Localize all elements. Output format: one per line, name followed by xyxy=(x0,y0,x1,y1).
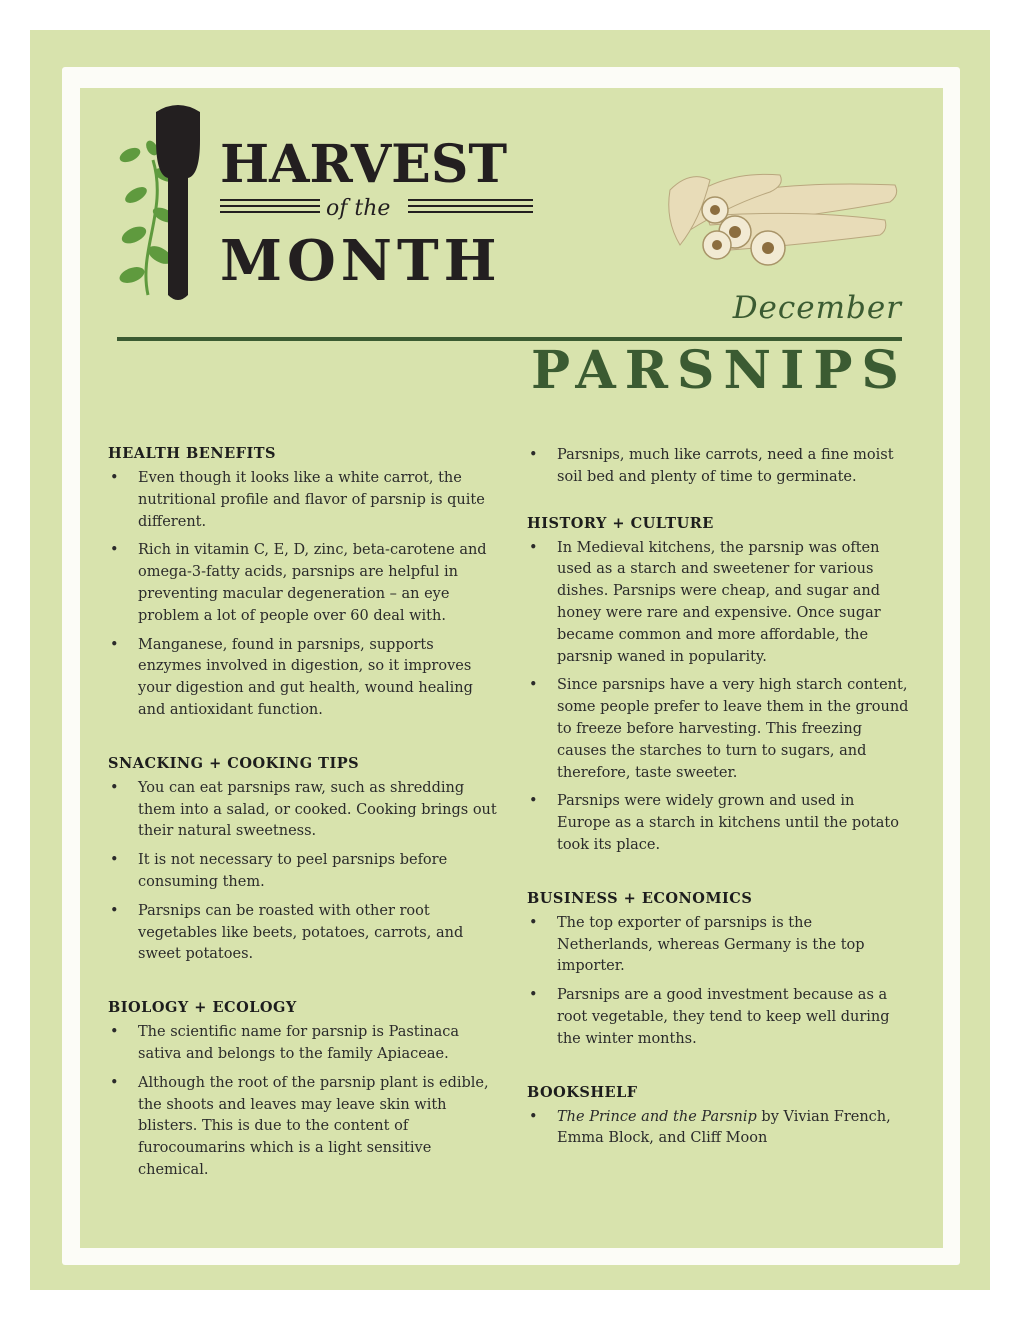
logo-word-month: MONTH xyxy=(220,228,502,294)
list-item: • Parsnips can be roasted with other root vegetables like beets, potatoes, carrots, and sweet potatoes. xyxy=(108,901,500,966)
section-bookshelf xyxy=(527,1084,912,1151)
list-item: • Since parsnips have a very high starch content, some people prefer to leave them in the ground to freeze before harvesting. This freezing causes the starches to turn to sugars, and therefore, taste sweeter. xyxy=(527,675,912,784)
logo-word-of-the: of the xyxy=(326,196,391,221)
section-heading: HISTORY + CULTURE xyxy=(527,514,714,532)
shovel-icon xyxy=(156,105,200,300)
right-column xyxy=(527,445,912,1183)
book-authors: by Vivian French, Emma Block, and Cliff Moon xyxy=(557,1108,891,1147)
list-item: • Although the root of the parsnip plant is edible, the shoots and leaves may leave skin with blisters. This is due to the content of furocoumarins which is a light sensitive chemical. xyxy=(108,1073,500,1182)
section-snacking-cooking xyxy=(108,755,500,966)
left-column xyxy=(108,445,500,1215)
section-business-economics xyxy=(527,890,912,1051)
list-item: • Rich in vitamin C, E, D, zinc, beta-carotene and omega-3-fatty acids, parsnips are helpful in preventing macular degeneration – an eye problem a lot of people over 60 deal with. xyxy=(108,540,500,627)
section-biology-ecology xyxy=(108,999,500,1182)
section-heading: HEALTH BENEFITS xyxy=(108,445,277,462)
list-item: • The top exporter of parsnips is the Netherlands, whereas Germany is the top importer. xyxy=(527,913,912,978)
section-heading: BIOLOGY + ECOLOGY xyxy=(108,999,297,1017)
list-item: • Parsnips are a good investment because as a root vegetable, they tend to keep well during the winter months. xyxy=(527,985,912,1050)
book-title: The Prince and the Parsnip xyxy=(557,1108,757,1125)
list-item: • The scientific name for parsnip is Pastinaca sativa and belongs to the family Apiaceae. xyxy=(108,1022,500,1066)
list-item: • You can eat parsnips raw, such as shredding them into a salad, or cooked. Cooking brings out their natural sweetness. xyxy=(108,778,500,843)
section-history-culture xyxy=(527,515,912,857)
section-heading: SNACKING + COOKING TIPS xyxy=(108,754,360,772)
parsnips-photo xyxy=(660,160,905,275)
list-item: • Parsnips, much like carrots, need a fine moist soil bed and plenty of time to germinate. xyxy=(527,445,912,489)
list-item: • Manganese, found in parsnips, supports enzymes involved in digestion, so it improves your digestion and gut health, wound healing and antioxidant function. xyxy=(108,635,500,722)
list-item: • Even though it looks like a white carrot, the nutritional profile and flavor of parsnip is quite different. xyxy=(108,468,500,533)
harvest-of-the-month-logo xyxy=(108,100,548,310)
logo-word-harvest: HARVEST xyxy=(220,134,508,195)
month-label: December xyxy=(732,290,902,326)
list-item: • It is not necessary to peel parsnips before consuming them. xyxy=(108,850,500,894)
section-heading: BUSINESS + ECONOMICS xyxy=(527,889,753,907)
section-health-benefits xyxy=(108,445,500,722)
page-title: PARSNIPS xyxy=(531,340,908,401)
list-item: • In Medieval kitchens, the parsnip was often used as a starch and sweetener for various dishes. Parsnips were cheap, and sugar and honey were rare and expensive. Once sugar became common and more affordable, the parsnip waned in popularity. xyxy=(527,538,912,669)
list-item xyxy=(527,1107,912,1151)
section-biology-continued xyxy=(527,445,912,489)
list-item: • Parsnips were widely grown and used in Europe as a starch in kitchens until the potato took its place. xyxy=(527,791,912,856)
section-heading: BOOKSHELF xyxy=(527,1083,638,1101)
